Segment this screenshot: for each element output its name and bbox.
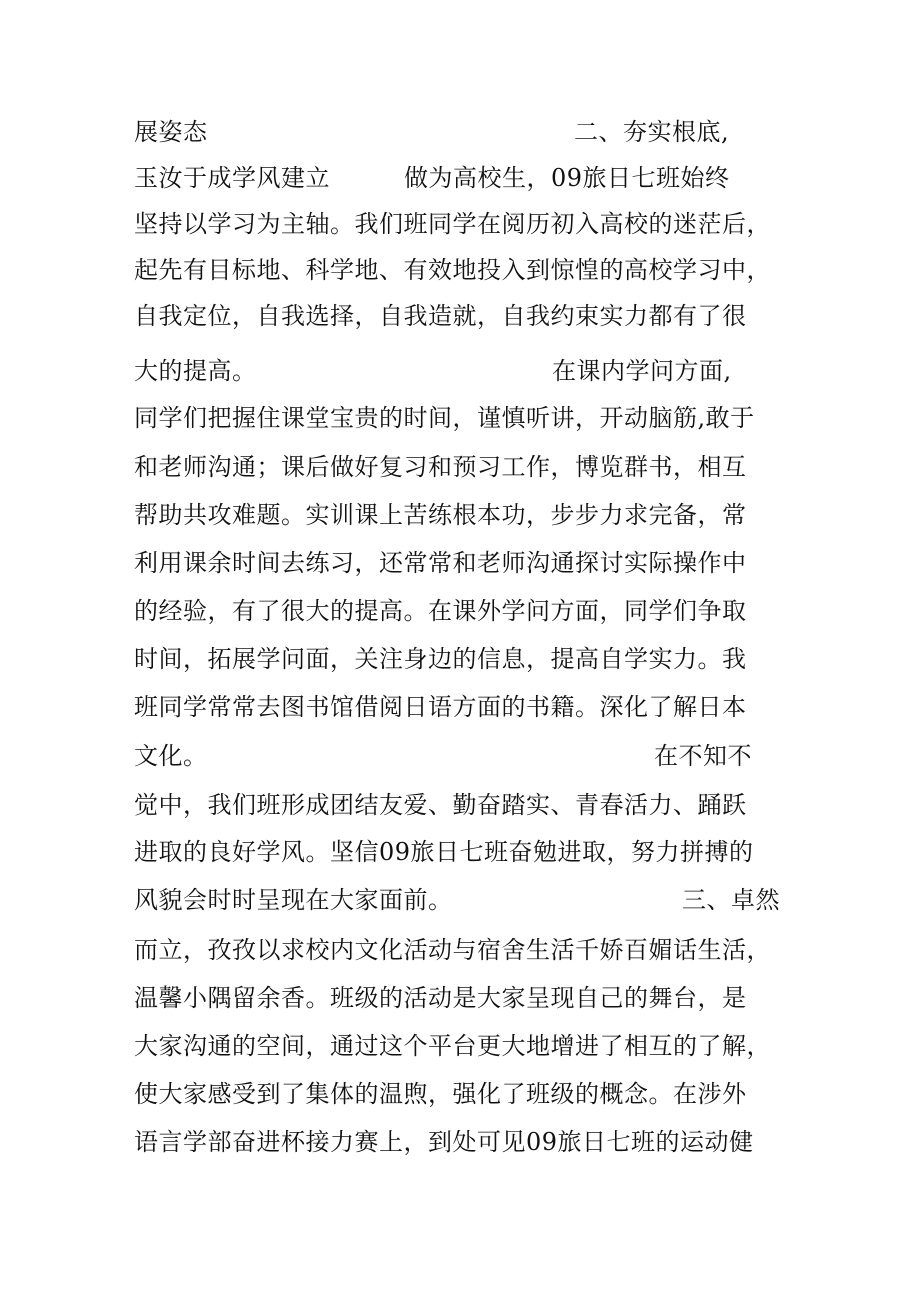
text-line: 自我定位，自我选择，自我造就，自我约束实力都有了很 — [134, 302, 747, 330]
text-line: 同学们把握住课堂宝贵的时间，谨慎听讲，开动脑筋,敢于 — [134, 404, 755, 432]
text-line: 的经验，有了很大的提高。在课外学问方面，同学们争取 — [134, 597, 747, 625]
section-heading: 三、卓然 — [682, 886, 780, 914]
text-line: 起先有目标地、科学地、有效地投入到惊惶的高校学习中， — [134, 256, 771, 284]
text-line: 利用课余时间去练习，还常常和老师沟通探讨实际操作中 — [134, 549, 747, 577]
text-line: 觉中，我们班形成团结友爱、勤奋踏实、青春活力、踊跃 — [134, 791, 747, 819]
text-line: 玉汝于成学风建立 做为高校生，09旅日七班始终 — [134, 164, 730, 192]
text-line: 展姿态 二、夯实根底, — [134, 118, 730, 146]
text-line: 班同学常常去图书馆借阅日语方面的书籍。深化了解日本 — [134, 693, 747, 721]
text-line: 使大家感受到了集体的温煦，强化了班级的概念。在涉外 — [134, 1080, 747, 1108]
text-line: 而立，孜孜以求校内文化活动与宿舍生活千娇百媚话生活， — [134, 936, 771, 964]
text-line: 和老师沟通；课后做好复习和预习工作，博览群书，相互 — [134, 453, 747, 481]
text-line: 大家沟通的空间，通过这个平台更大地增进了相互的了解， — [134, 1032, 771, 1060]
text-line: 时间，拓展学问面，关注身边的信息，提高自学实力。我 — [134, 645, 747, 673]
text-line: 语言学部奋进杯接力赛上，到处可见09旅日七班的运动健 — [134, 1128, 754, 1156]
text-line: 文化。 在不知不 — [134, 742, 752, 770]
text-line: 进取的良好学风。坚信09旅日七班奋勉进取，努力拼搏的 — [134, 838, 754, 866]
text-line: 帮助共攻难题。实训课上苦练根本功，步步力求完备，常 — [134, 501, 747, 529]
text-line: 风貌会时时呈现在大家面前。 三、卓然 — [134, 886, 780, 914]
text-line: 坚持以学习为主轴。我们班同学在阅历初入高校的迷茫后， — [134, 210, 771, 238]
text-line: 温馨小隅留余香。班级的活动是大家呈现自己的舞台，是 — [134, 984, 747, 1012]
text-line: 大的提高。 在课内学问方面, — [134, 357, 732, 385]
section-heading: 二、夯实根底, — [574, 118, 730, 146]
